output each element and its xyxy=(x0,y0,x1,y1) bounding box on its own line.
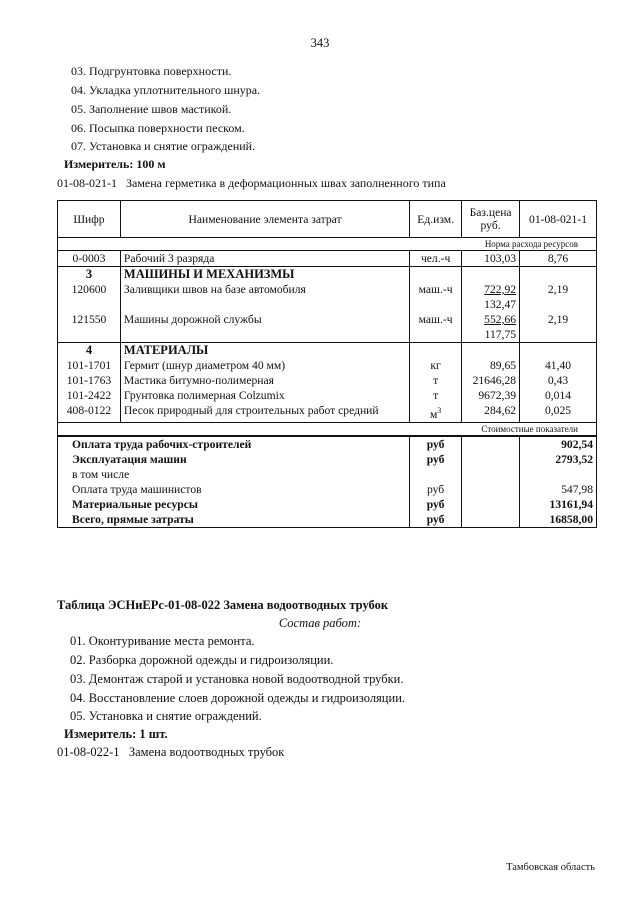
table-header-row xyxy=(58,201,597,238)
cost-row: Материальные ресурсы руб 13161,94 xyxy=(58,497,597,512)
item-code: 01-08-021-1 xyxy=(57,176,117,190)
item-heading xyxy=(57,745,284,760)
norm-caption-row xyxy=(58,238,597,251)
table-row: 101-2422 Грунтовка полимерная Colzumix т 9672,39 0,014 xyxy=(58,388,597,403)
footer-region: Тамбовская область xyxy=(506,862,595,873)
table-title: Таблица ЭСНиЕРс-01-08-022 Замена водоотводных трубок xyxy=(57,598,389,612)
work-composition-heading: Состав работ: xyxy=(278,616,362,630)
item-heading xyxy=(57,176,446,191)
section-row: 3 МАШИНЫ И МЕХАНИЗМЫ xyxy=(58,267,597,283)
cost-row: Всего, прямые затраты руб 16858,00 xyxy=(58,512,597,528)
table-row: 101-1763 Мастика битумно-полимерная т 21646,28 0,43 xyxy=(58,373,597,388)
header-price: Баз.цена руб. xyxy=(462,201,520,238)
header-name: Наименование элемента затрат xyxy=(120,201,409,238)
norm-caption: Норма расхода ресурсов xyxy=(58,238,597,251)
cost-caption-row xyxy=(58,422,597,436)
page-number: 343 xyxy=(310,36,330,50)
resource-table xyxy=(57,200,597,528)
item-title: Замена водоотводных трубок xyxy=(128,745,285,759)
cost-row: Эксплуатация машин руб 2793,52 xyxy=(58,452,597,467)
header-code: Шифр xyxy=(58,201,121,238)
header-norm: 01-08-021-1 xyxy=(520,201,597,238)
table-row: 101-1701 Гермит (шнур диаметром 40 мм) кг 89,65 41,40 xyxy=(58,358,597,373)
cost-row: в том числе xyxy=(58,467,597,482)
section-row: 4 МАТЕРИАЛЫ xyxy=(58,343,597,359)
work-step: 03. Демонтаж старой и установка новой водоотводной трубки. xyxy=(70,672,404,686)
work-step: 01. Оконтуривание места ремонта. xyxy=(70,634,255,648)
item-title: Замена герметика в деформационных швах заполненного типа xyxy=(126,176,446,190)
table-row: 408-0122 Песок природный для строительных работ средний $м^3$ 284,62 0,025 xyxy=(58,403,597,422)
work-step: 04. Укладка уплотнительного шнура. xyxy=(71,83,261,97)
work-step: 05. Заполнение швов мастикой. xyxy=(71,102,232,116)
work-step: 06. Посыпка поверхности песком. xyxy=(71,121,245,135)
work-step: 03. Подгрунтовка поверхности. xyxy=(71,64,232,78)
cost-row: Оплата труда рабочих-строителей руб 902,54 xyxy=(58,436,597,452)
header-unit: Ед.изм. xyxy=(410,201,462,238)
table-row: 121550 Машины дорожной службы маш.-ч 552,66 117,75 2,19 xyxy=(58,312,597,343)
table-row: 0-0003 Рабочий 3 разряда чел.-ч 103,03 8,76 xyxy=(58,251,597,267)
cost-caption: Стоимостные показатели xyxy=(58,422,597,436)
section-title: МАШИНЫ И МЕХАНИЗМЫ xyxy=(120,267,409,283)
cost-row: Оплата труда машинистов руб 547,98 xyxy=(58,482,597,497)
work-step: 02. Разборка дорожной одежды и гидроизоляции. xyxy=(70,653,334,667)
table-row: 120600 Заливщики швов на базе автомобиля маш.-ч 722,92 132,47 2,19 xyxy=(58,282,597,312)
work-step: 05. Установка и снятие ограждений. xyxy=(70,709,262,723)
item-code: 01-08-022-1 xyxy=(57,745,120,759)
section-title: МАТЕРИАЛЫ xyxy=(120,343,409,359)
measure-unit: Измеритель: 1 шт. xyxy=(64,727,168,741)
work-step: 04. Восстановление слоев дорожной одежды и гидроизоляции. xyxy=(70,691,406,705)
measure-unit: Измеритель: 100 м xyxy=(64,157,166,171)
work-step: 07. Установка и снятие ограждений. xyxy=(71,139,256,153)
